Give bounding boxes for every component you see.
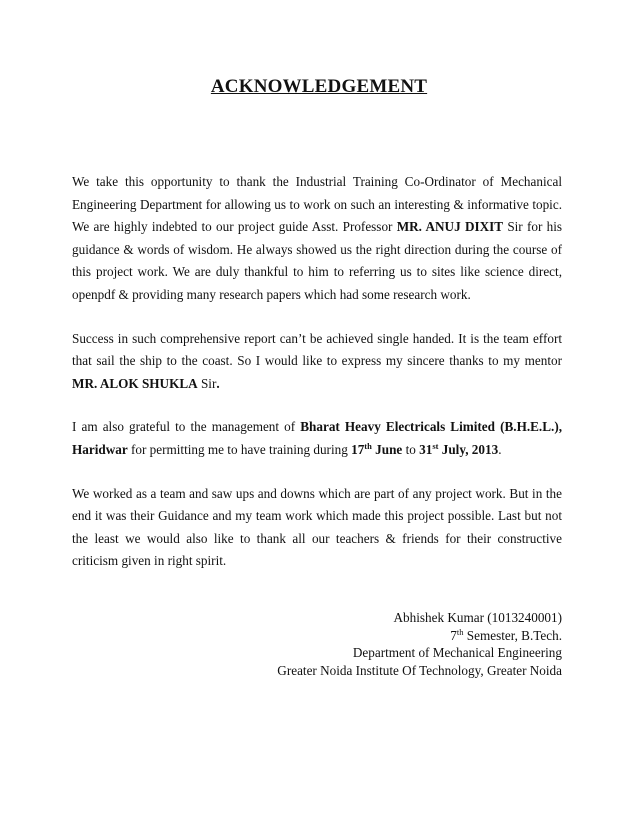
paragraph-2-text-a: Success in such comprehensive report can’t be achieved single handed. It is the team effort that sail the ship to the coast. So I would like to express my sincere thanks to my mentor [72,330,562,369]
paragraph-1-text-b: Sir for his guidance & words of wisdom. He always showed us the right direction during the course of this project work. We are duly thankful to him to referring us to sites like science direct, openpdf & providing many research papers which had some research work. [72,219,562,302]
signature-institute: Greater Noida Institute Of Technology, Greater Noida [277,662,562,678]
guide-name: MR. ANUJ DIXIT [396,219,504,235]
signature-semester [277,627,562,645]
signature-name: Abhishek Kumar (1013240001) [393,610,562,625]
paragraph-2-text-b: Sir [197,375,217,391]
end-date [419,442,498,457]
paragraph-3-text-c: to [402,441,420,457]
semester-suffix: th [456,626,464,637]
paragraph-3-text-b: for permitting me to have training during [127,441,352,457]
paragraph-1-text-a: We take this opportunity to thank the Industrial Training Co-Ordinator of Mechanical Engineering Department for allowing us to work on such an interesting & informative topic. We are highly indebted to our project guide Asst. Professor [72,174,562,235]
paragraph-3 [72,416,562,461]
start-month: June [371,441,403,457]
end-month-year: July, 2013 [438,441,499,457]
start-date [351,442,402,457]
company-name: Bharat Heavy Electricals Limited (B.H.E.L.), Haridwar [72,419,563,457]
document-body [72,171,562,593]
page-title: ACKNOWLEDGEMENT [210,76,428,97]
paragraph-1 [72,171,562,307]
paragraph-4: We worked as a team and saw ups and downs which are part of any project work. But in the end it was their Guidance and my team work which made this project possible. Last but not the least we would also like to thank all our teachers & friends for their constructive criticism given in right spirit. [72,485,562,569]
paragraph-2 [72,328,562,396]
paragraph-3-text-a: I am also grateful to the management of [72,419,301,435]
semester-program: Semester, B.Tech. [463,627,562,643]
paragraph-3-period: . [498,441,502,457]
mentor-name: MR. ALOK SHUKLA [72,375,198,391]
paragraph-2-period: . [216,375,220,391]
signature-department: Department of Mechanical Engineering [352,645,562,661]
semester-number: 7 [450,627,457,643]
start-day-suffix: th [364,440,372,451]
end-day-suffix: st [432,440,439,451]
signature-block [277,609,562,679]
start-day: 17 [351,441,365,457]
end-day: 31 [419,441,433,457]
